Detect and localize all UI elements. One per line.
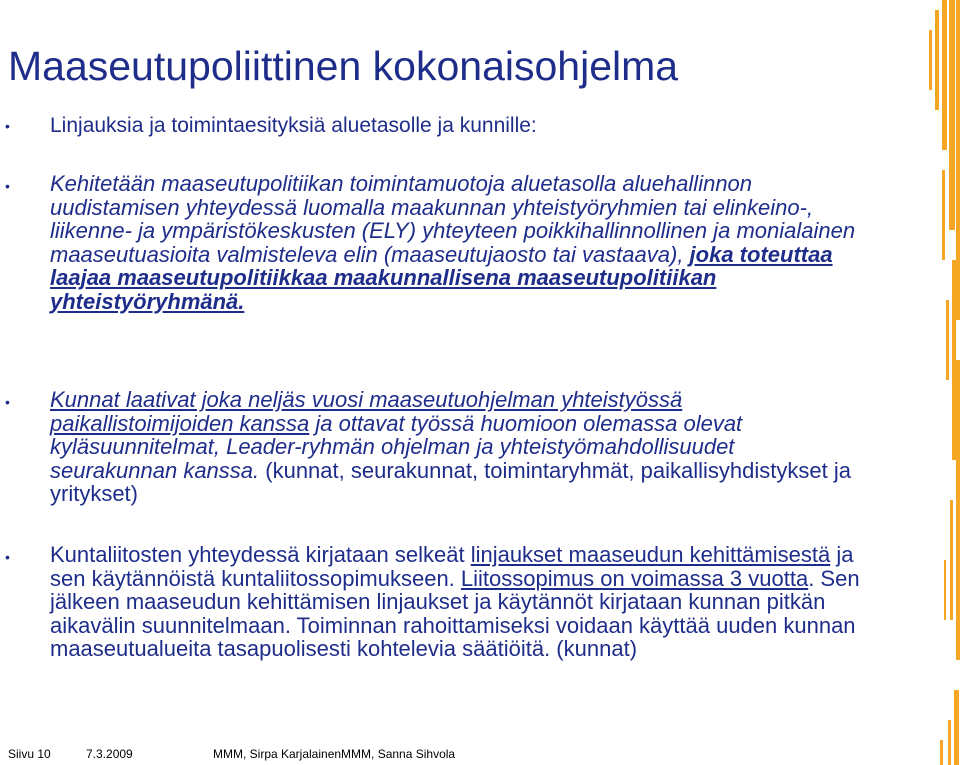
page-title: Maaseutupoliittinen kokonaisohjelma <box>8 43 679 89</box>
bullet-marker: • <box>5 178 10 194</box>
bullet-kuntaliitos-part4: Liitossopimus on voimassa 3 vuotta <box>460 565 809 591</box>
bullet-heading: Linjauksia ja toimintaesityksiä aluetasolle ja kunnille: <box>50 114 537 137</box>
bullet-kuntaliitos-part3: ja sen käytännöistä kuntaliitossopimukseen. <box>50 542 854 591</box>
footer-date: 7.3.2009 <box>86 747 133 761</box>
footer-author: MMM, Sirpa KarjalainenMMM, Sanna Sihvola <box>213 747 456 761</box>
bullet-kunnat-part2: ja ottavat työssä huomioon olemassa olevat kyläsuunnitelmat, Leader-ryhmän ohjelman ja yhteistyömahdollisuudet seurakunnan kanssa. <box>50 410 743 483</box>
bullet-kunnat-part3: (kunnat, seurakunnat, toimintaryhmät, paikallisyhdistykset ja yritykset) <box>50 457 851 506</box>
bullet-kuntaliitos-part2: linjaukset maaseudun kehittämisestä <box>470 542 831 567</box>
footer-slide-number: Siivu 10 <box>8 747 51 761</box>
bullet-marker: • <box>5 118 10 134</box>
bullet-ely-text <box>50 172 865 313</box>
bullet-kuntaliitos-part1: Kuntaliitosten yhteydessä kirjataan selkeät <box>50 542 471 567</box>
bullet-marker: • <box>5 394 10 410</box>
decorative-stripe-pattern <box>918 0 960 765</box>
bullet-kunnat-part1: Kunnat laativat joka neljäs vuosi maaseutuohjelman yhteistyössä paikallistoimijoiden kanssa <box>50 387 683 436</box>
bullet-kuntaliitos-text <box>50 543 865 661</box>
bullet-ely-part1: Kehitetään maaseutupolitiikan toimintamuotoja aluetasolla aluehallinnon uudistamisen yhteydessä luomalla maakunnan yhteistyöryhmien tai elinkeino-, liikenne- ja ympäristökeskusten (ELY) yhteyteen poikkihallinnollinen ja monialainen maaseutuasioita valmisteleva elin (maaseutujaosto tai vastaava), <box>50 171 856 267</box>
bullet-kunnat-text <box>50 388 865 506</box>
bullet-kuntaliitos-part5: . Sen jälkeen maaseudun kehittämisen linjaukset ja käytännöt kirjataan kunnan pitkän aikavälin suunnitelmaan. Toiminnan rahoittamiseksi voidaan käyttää uuden kunnan maaseutualueita tasapuolisesti kohtelevia säätiöitä. (kunnat) <box>50 565 860 661</box>
bullet-ely-part2: joka toteuttaa laajaa maaseutupolitiikkaa maakunnallisena maaseutupolitiikan yhteistyöryhmänä. <box>50 241 833 314</box>
bullet-marker: • <box>5 549 10 565</box>
